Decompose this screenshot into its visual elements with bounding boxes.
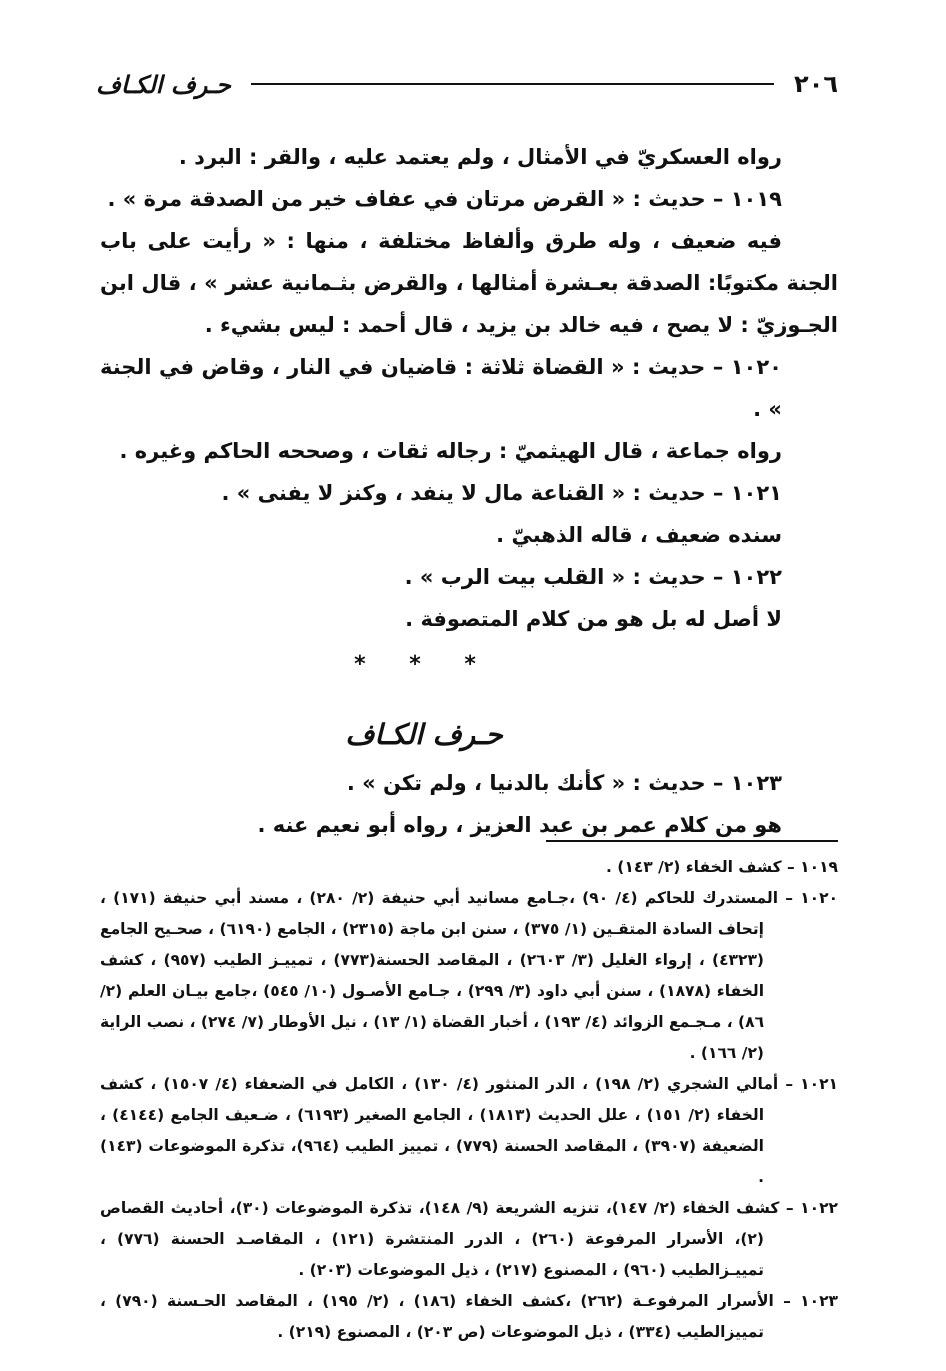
footnote: ١٠٢١ – أمالي الشجري (٢/ ١٩٨) ، الدر المنثور (٤/ ١٣٠) ، الكامل في الضعفاء (٤/ ١٥٠٧) ، كشف الخفاء (٢/ ١٥١) ، علل الحديث (١٨١٣) ، الجامع الصغير (٦١٩٣) ، ضـعيف الجامع (٤١٤٤) ، الضعيفة (٣٩٠٧) ، المقاصد الحسنة (٧٧٩) ، تمييز الطيب (٩٦٤)، تذكرة الموضوعات (١٤٣) . [100, 1075, 839, 1186]
paragraph: رواه العسكريّ في الأمثال ، ولم يعتمد عليه ، والقر : البرد . [178, 145, 782, 169]
hadith-entry-1021: ١٠٢١ – حديث : « القناعة مال لا ينفد ، وكنز لا يفنى » . [221, 481, 782, 505]
page-header [96, 64, 838, 104]
paragraph: رواه جماعة ، قال الهيثميّ : رجاله ثقات ، وصححه الحاكم وغيره . [119, 439, 782, 463]
header-rule [251, 83, 774, 85]
footnotes [100, 852, 838, 1348]
hadith-entry-1022: ١٠٢٢ – حديث : « القلب بيت الرب » . [404, 565, 782, 589]
page-number: ٢٠٦ [794, 70, 838, 98]
paragraph: لا أصل له بل هو من كلام المتصوفة . [405, 607, 782, 631]
hadith-entry-1019: ١٠١٩ – حديث : « القرض مرتان في عفاف خير من الصدقة مرة » . [107, 187, 782, 211]
hadith-entry-1023: ١٠٢٣ – حديث : « كأنك بالدنيا ، ولم تكن » . [346, 771, 782, 795]
section-separator: * * * [354, 652, 494, 677]
footnote: ١٠٢٠ – المستدرك للحاكم (٤/ ٩٠) ،جـامع مسانيد أبي حنيفة (٢/ ٢٨٠) ، مسند أبي حنيفة (١٧١) ، إتحاف السادة المتقـين (١/ ٣٧٥) ، سنن ابن ماجة (٢٣١٥) ، الجامع (٦١٩٠) ، صحـيح الجامع (٤٣٢٣) ، إرواء الغليل (٣/ ٢٦٠٣) ، المقاصد الحسنة(٧٧٣) ، تمييـز الطيب (٩٥٧) ، كشف الخفاء (١٨٧٨) ، سنن أبي داود (٣/ ٢٩٩) ، جـامع الأصـول (١٠/ ٥٤٥) ،جامع بيـان العلم (٢/ ٨٦) ، مـجـمع الزوائد (٤/ ١٩٣) ، أخبار القضاة (١/ ١٣) ، نيل الأوطار (٧/ ٢٧٤) ، نصب الراية (٢/ ١٦٦) . [100, 889, 839, 1062]
running-title: حـرف الكـاف [96, 69, 231, 99]
paragraph: هو من كلام عمر بن عبد العزيز ، رواه أبو نعيم عنه . [257, 813, 782, 837]
footnote: ١٠١٩ – كشف الخفاء (٢/ ١٤٣) . [605, 858, 838, 876]
main-text [100, 136, 838, 846]
chapter-title: حـرف الكـاف [345, 718, 503, 751]
hadith-entry-1020: ١٠٢٠ – حديث : « القضاة ثلاثة : قاضيان في النار ، وقاض في الجنة » . [100, 355, 782, 421]
paragraph: فيه ضعيف ، وله طرق وألفاظ مختلفة ، منها : « رأيت على باب الجنة مكتوبًا: الصدقة بعـشرة أمثالها ، والقرض بثـمانية عشر » ، قال ابن الجـوزيّ : لا يصح ، فيه خالد بن يزيد ، قال أحمد : ليس بشيء . [100, 229, 838, 337]
paragraph: سنده ضعيف ، قاله الذهبيّ . [496, 523, 782, 547]
footnote: ١٠٢٢ – كشف الخفاء (٢/ ١٤٧)، تنزيه الشريعة (٩/ ١٤٨)، تذكرة الموضوعات (٣٠)، أحاديث القصاص (٢)، الأسرار المرفوعة (٢٦٠) ، الدرر المنتشرة (١٢١) ، المقاصـد الحسنة (٧٧٦) ، تمييـزالطيب (٩٦٠) ، المصنوع (٢١٧) ، ذيل الموضوعات (٢٠٣) . [100, 1199, 839, 1279]
footnote: ١٠٢٣ – الأسرار المرفوعـة (٢٦٢) ،كشف الخفاء (١٨٦) ، (٢/ ١٩٥) ، المقاصد الحـسنة (٧٩٠) ، تمييزالطيب (٣٣٤) ، ذيل الموضوعات (ص ٢٠٣) ، المصنوع (٢١٩) . [100, 1292, 838, 1341]
footnote-rule [546, 840, 838, 842]
